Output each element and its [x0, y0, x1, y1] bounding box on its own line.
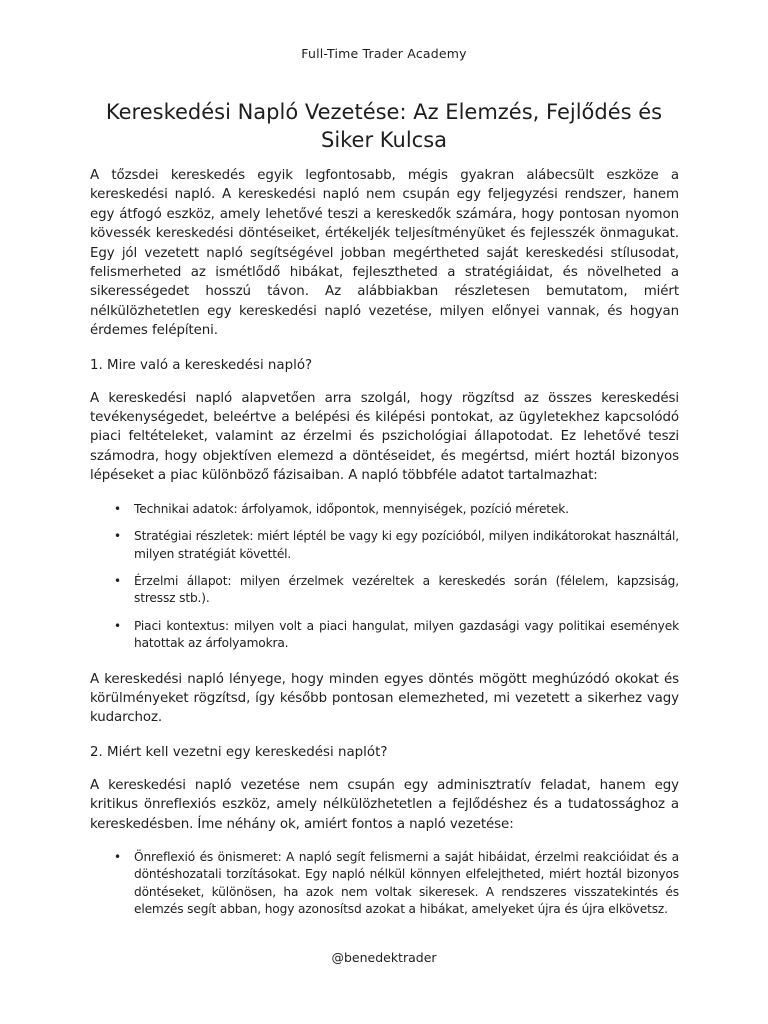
section-2-heading: 2. Miért kell vezetni egy kereskedési naplót?: [90, 744, 388, 760]
list-item: • Érzelmi állapot: milyen érzelmek vezéreltek a kereskedés során (félelem, kapzsiság, stressz stb.).: [134, 573, 679, 608]
section-2-paragraph: A kereskedési napló vezetése nem csupán egy adminisztratív feladat, hanem egy kritikus önreflexiós eszköz, amely nélkülözhetetlen a fejlődéshez és a tudatossághoz a kereskedésben. Íme néhány ok, amiért fontos a napló vezetése:: [90, 777, 679, 832]
section-1-list: [90, 501, 679, 653]
section-1-closing-paragraph: A kereskedési napló lényege, hogy minden egyes döntés mögött meghúzódó okokat és körülményeket rögzítsd, így később pontosan elemezheted, mi vezetett a sikerhez vagy kudarchoz.: [90, 671, 679, 726]
list-item: • Stratégiai részletek: miért léptél be vagy ki egy pozícióból, milyen indikátorokat használtál, milyen stratégiát követtél.: [134, 528, 679, 563]
page-footer-handle: @benedektrader: [331, 950, 437, 965]
page-header: Full-Time Trader Academy: [301, 46, 467, 61]
intro-paragraph: A tőzsdei kereskedés egyik legfontosabb, mégis gyakran alábecsült eszköze a kereskedési napló. A kereskedési napló nem csupán egy feljegyzési rendszer, hanem egy átfogó eszköz, amely lehetővé teszi a kereskedők számára, hogy pontosan nyomon kövessék kereskedési döntéseiket, értékeljék teljesítményüket és fejlesszék önmagukat. Egy jól vezetett napló segítségével jobban megértheted saját kereskedési stílusodat, felismerheted az ismétlődő hibákat, fejlesztheted a stratégiáidat, és növelheted a sikerességedet hosszú távon. Az alábbiakban részletesen bemutatom, miért nélkülözhetetlen egy kereskedési napló vezetése, milyen előnyei vannak, és hogyan érdemes felépíteni.: [90, 168, 679, 339]
list-item: • Technikai adatok: árfolyamok, időpontok, mennyiségek, pozíció méretek.: [134, 501, 679, 518]
list-item: • Önreflexió és önismeret: A napló segít felismerni a saját hibáidat, érzelmi reakcióidat és a döntéshozatali torzításokat. Egy napló nélkül könnyen elfelejtheted, miért hoztál bizonyos döntéseket, különösen, ha azok nem voltak sikeresek. A rendszeres visszatekintés és elemzés segít abban, hogy azonosítsd azokat a hibákat, amelyeket újra és újra elkövetsz.: [134, 849, 679, 919]
section-1-paragraph: A kereskedési napló alapvetően arra szolgál, hogy rögzítsd az összes kereskedési tevékenységedet, beleértve a belépési és kilépési pontokat, az ügyletekhez kapcsolódó piaci feltételeket, valamint az érzelmi és pszichológiai állapotodat. Ez lehetővé teszi számodra, hogy objektíven elemezd a döntéseidet, és megértsd, miért hoztál bizonyos lépéseket a piac különböző fázisaiban. A napló többféle adatot tartalmazhat:: [90, 390, 679, 484]
section-2-list: [90, 849, 679, 919]
document-body: [90, 166, 679, 936]
list-item: • Piaci kontextus: milyen volt a piaci hangulat, milyen gazdasági vagy politikai események hatottak az árfolyamokra.: [134, 618, 679, 653]
section-1-heading: 1. Mire való a kereskedési napló?: [90, 357, 313, 373]
page-title: Kereskedési Napló Vezetése: Az Elemzés, Fejlődés és Siker Kulcsa: [105, 100, 663, 152]
